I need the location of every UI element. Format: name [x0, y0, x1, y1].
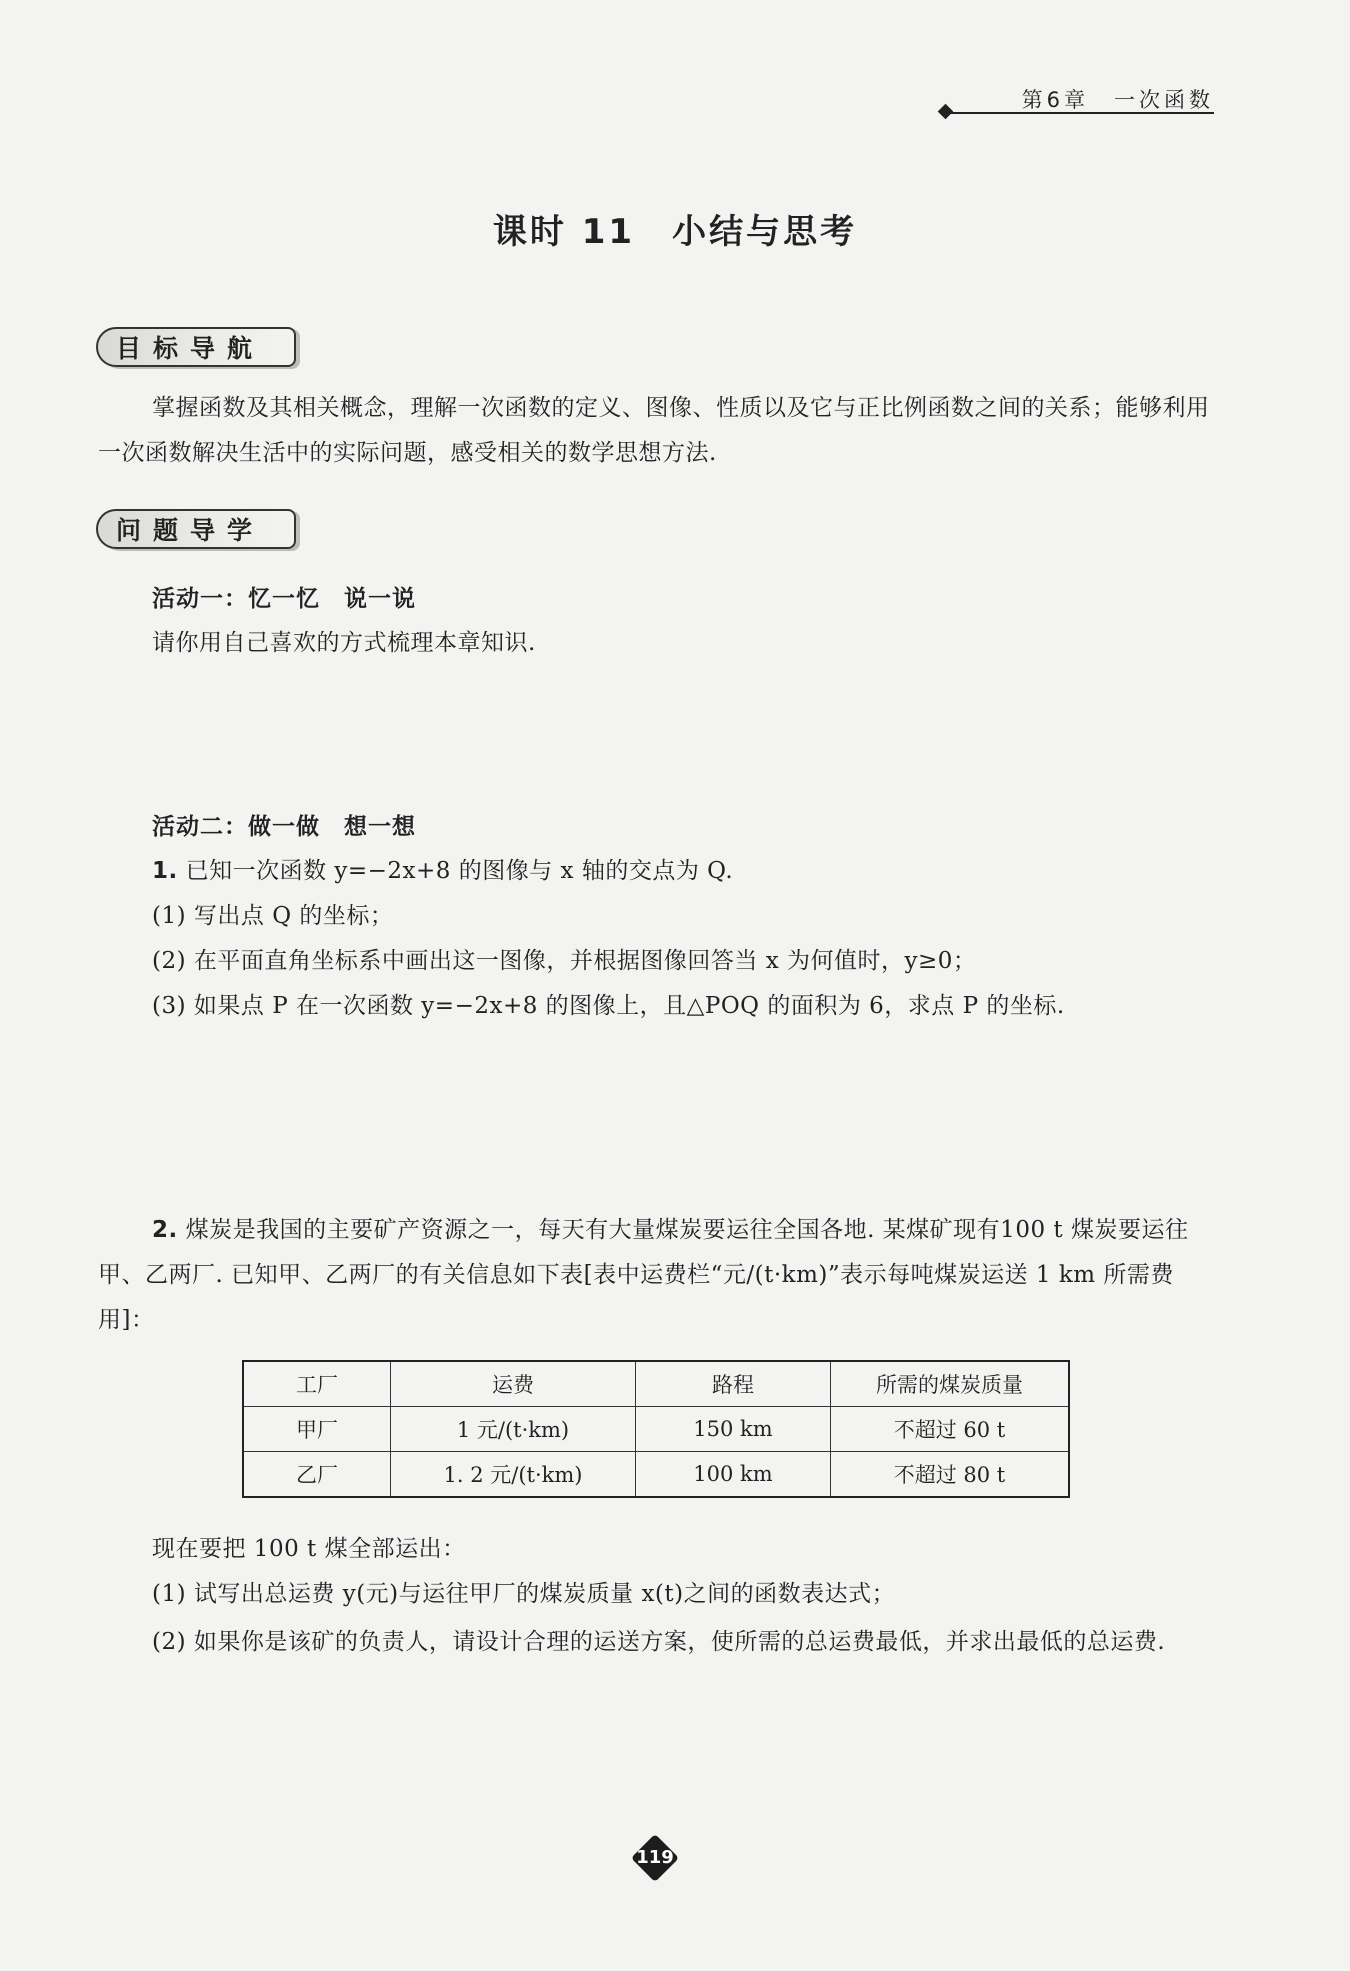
freight-table	[242, 1360, 1070, 1498]
table-cell: 甲厂	[243, 1407, 391, 1452]
question-2-part-1: (1) 试写出总运费 y(元)与运往甲厂的煤炭质量 x(t)之间的函数表达式；	[152, 1581, 896, 1607]
table-header-cell: 工厂	[243, 1361, 391, 1407]
question-1-number: 1.	[152, 858, 178, 884]
table-cell: 1 元/(t·km)	[391, 1407, 636, 1452]
question-2-stem: 煤炭是我国的主要矿产资源之一，每天有大量煤炭要运往全国各地. 某煤矿现有100 t 煤炭要运往甲、乙两厂. 已知甲、乙两厂的有关信息如下表[表中运费栏“元/(t·km)”表示每吨煤炭运送 1 km 所需费用]：	[98, 1217, 1189, 1333]
page-number-badge	[631, 1834, 679, 1882]
table-header-row	[243, 1361, 1069, 1407]
table-cell: 150 km	[636, 1407, 831, 1452]
table-row	[243, 1407, 1069, 1452]
running-header: 第6章 一次函数	[1021, 88, 1214, 112]
header-rule	[948, 112, 1214, 114]
table-cell: 不超过 60 t	[831, 1407, 1070, 1452]
table-row	[243, 1452, 1069, 1498]
header-diamond-icon	[938, 104, 954, 120]
table-cell: 乙厂	[243, 1452, 391, 1498]
question-1-part-1: (1) 写出点 Q 的坐标；	[152, 903, 394, 929]
question-2-after: 现在要把 100 t 煤全部运出：	[152, 1536, 466, 1562]
question-1-part-3: (3) 如果点 P 在一次函数 y=−2x+8 的图像上，且△POQ 的面积为 6，求点 P 的坐标.	[152, 993, 1065, 1019]
table-cell: 1. 2 元/(t·km)	[391, 1452, 636, 1498]
goals-text: 掌握函数及其相关概念，理解一次函数的定义、图像、性质以及它与正比例函数之间的关系；能够利用一次函数解决生活中的实际问题，感受相关的数学思想方法.	[98, 395, 1210, 466]
page-number: 119	[636, 1847, 674, 1868]
question-2	[98, 1208, 1216, 1343]
question-2-number: 2.	[152, 1217, 178, 1243]
section-tag-problems: 问题导学	[96, 509, 296, 549]
lesson-title: 课时 11 小结与思考	[492, 212, 858, 252]
table-cell: 100 km	[636, 1452, 831, 1498]
question-1-stem: 已知一次函数 y=−2x+8 的图像与 x 轴的交点为 Q.	[185, 858, 734, 884]
table-header-cell: 路程	[636, 1361, 831, 1407]
activity1-heading: 活动一：忆一忆 说一说	[152, 586, 416, 612]
question-1-part-2: (2) 在平面直角坐标系中画出这一图像，并根据图像回答当 x 为何值时，y≥0；	[152, 948, 977, 974]
section-tag-goals: 目标导航	[96, 327, 296, 367]
table-cell: 不超过 80 t	[831, 1452, 1070, 1498]
question-1	[152, 852, 733, 885]
table-header-cell: 运费	[391, 1361, 636, 1407]
activity2-heading: 活动二：做一做 想一想	[152, 814, 416, 840]
activity1-text: 请你用自己喜欢的方式梳理本章知识.	[152, 630, 536, 656]
question-2-part-2: (2) 如果你是该矿的负责人，请设计合理的运送方案，使所需的总运费最低，并求出最低的总运费.	[152, 1629, 1166, 1655]
table-header-cell: 所需的煤炭质量	[831, 1361, 1070, 1407]
